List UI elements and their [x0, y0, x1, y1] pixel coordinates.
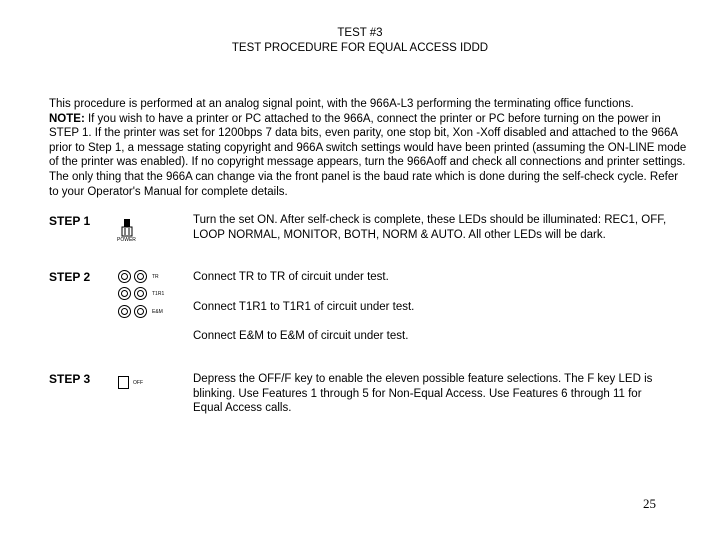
power-switch-graphic: [117, 218, 139, 238]
off-key-icon: [118, 376, 143, 389]
page-number: 25: [643, 496, 656, 511]
step-3-text: Depress the OFF/F key to enable the eleven possible feature selections. The F key LED is blinking. Use Features 1 through 5 for Non-Equal Access. Use Features 6 through 11 for Equal Access calls.: [193, 373, 653, 415]
intro-part-2: If you wish to have a printer or PC attached to the 966A, connect the printer or PC before turning on the power in STEP 1. If the printer was set for 1200bps 7 data bits, even parity, one stop bit, Xon -Xoff disabled and attached to the 966A prior to Step 1, a message stating copyright and 966A switch settings would have been printed (assuming the ON-LINE mode of the printer was enabled). If no copyright message appears, turn the 966Aoff and check all connections and printer settings. The only thing that the 966A can change via the front panel is the baud rate which is done during the self-check cycle. Refer to your Operator's Manual for complete details.: [49, 112, 687, 198]
intro-part-1: This procedure is performed at an analog signal point, with the 966A-L3 performing the terminating office functions.: [49, 98, 634, 110]
jack-row-em: [118, 305, 163, 318]
power-caption: POWER: [117, 237, 136, 243]
off-key-box: [118, 376, 129, 389]
step-2-text-t1r1: Connect T1R1 to T1R1 of circuit under test.: [193, 301, 415, 313]
note-label: NOTE:: [49, 112, 85, 125]
em-jack-icon: [134, 305, 147, 318]
tr-jack-label: TR: [152, 273, 159, 280]
jack-row-tr: [118, 270, 159, 283]
tr-jack-icon: [118, 270, 131, 283]
step-2-label: STEP 2: [49, 270, 91, 284]
title-line-1: TEST #3: [337, 27, 383, 39]
em-jack-label: E&M: [152, 308, 163, 315]
t1r1-jack-icon: [134, 287, 147, 300]
jack-row-t1r1: [118, 287, 164, 300]
t1r1-jack-icon: [118, 287, 131, 300]
t1r1-jack-label: T1R1: [152, 290, 165, 297]
page-title: [0, 26, 720, 56]
power-switch-icon: [117, 218, 139, 244]
em-jack-icon: [118, 305, 131, 318]
step-1-label: STEP 1: [49, 214, 91, 228]
off-key-caption: OFF: [133, 379, 143, 386]
step-2-text-em: Connect E&M to E&M of circuit under test.: [193, 330, 409, 342]
step-1-text: Turn the set ON. After self-check is complete, these LEDs should be illuminated: REC1, OFF, LOOP NORMAL, MONITOR, BOTH, NORM & AUTO. All other LEDs will be dark.: [193, 214, 667, 241]
step-2-text-tr: Connect TR to TR of circuit under test.: [193, 271, 389, 283]
intro-paragraph: [49, 97, 689, 199]
step-3-label: STEP 3: [49, 372, 91, 386]
tr-jack-icon: [134, 270, 147, 283]
title-line-2: TEST PROCEDURE FOR EQUAL ACCESS IDDD: [231, 42, 489, 54]
